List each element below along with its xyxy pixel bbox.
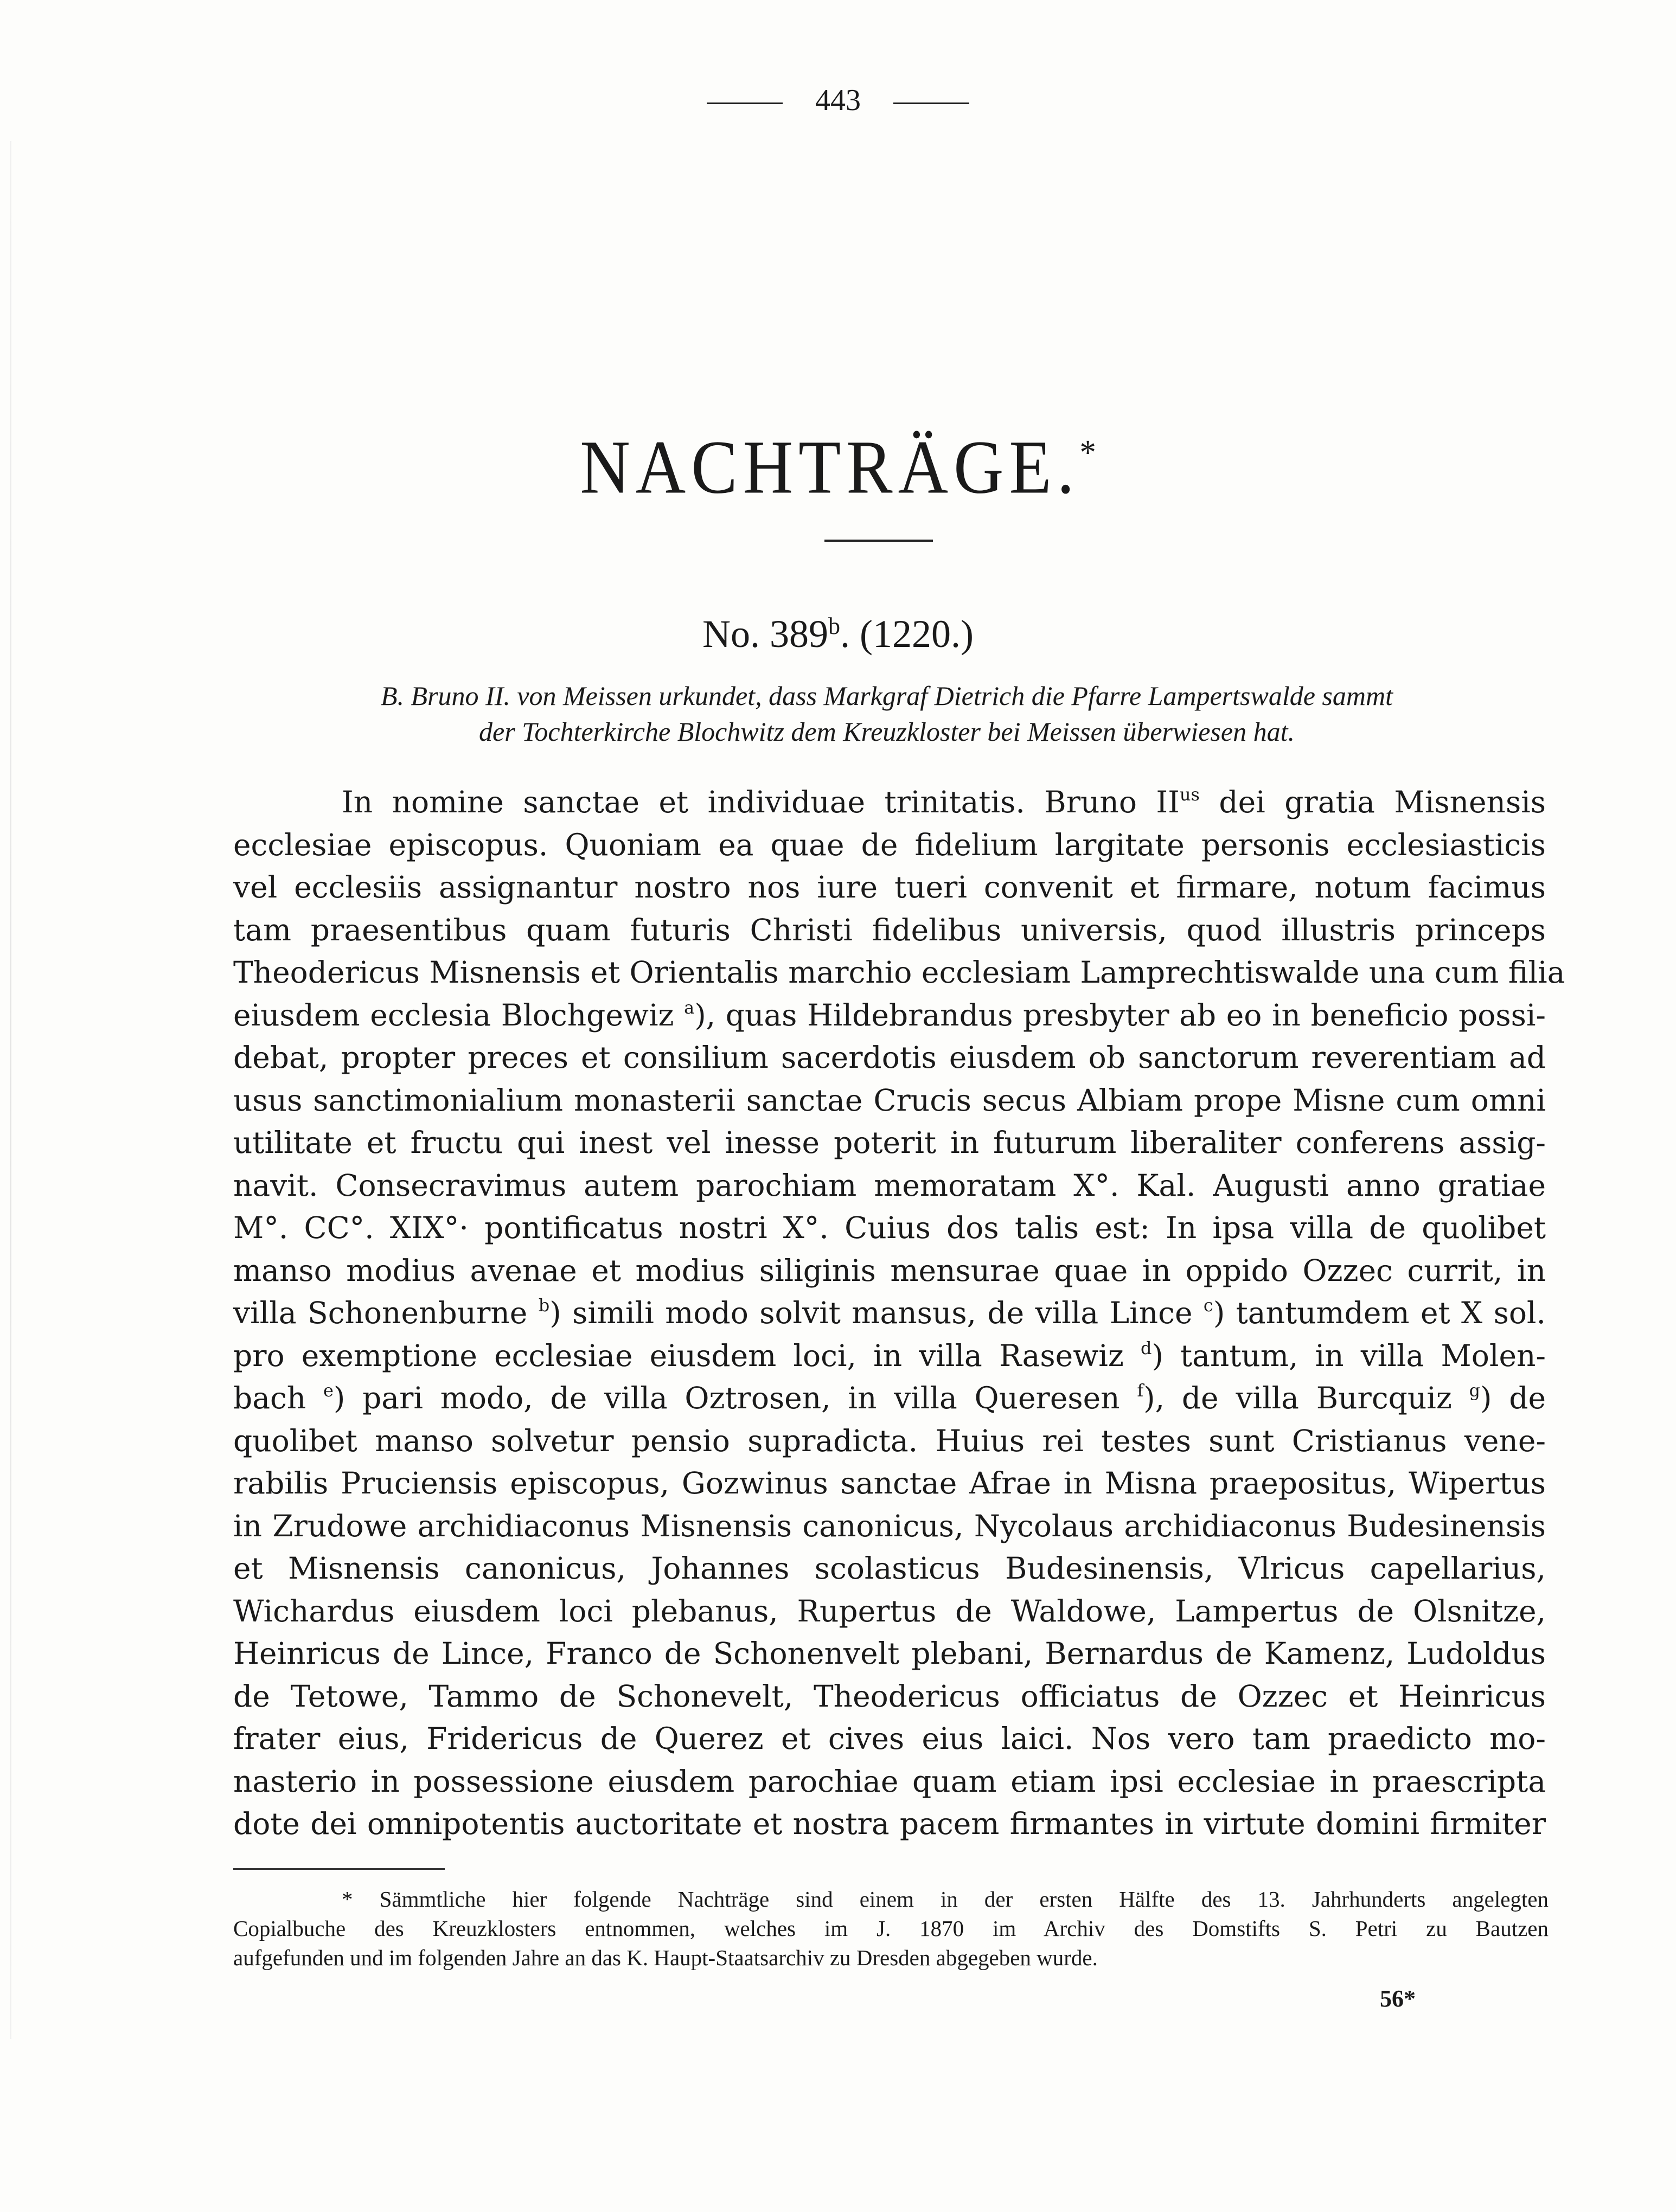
footnote-line: aufgefunden und im folgenden Jahre an das K. Haupt-Staatsarchiv zu Dresden abgegeben wurde.: [233, 1945, 1098, 1970]
header-dash-right: [893, 102, 969, 104]
body-line: ecclesiae episcopus. Quoniam ea quae de fidelium largitate personis ecclesiasticis: [233, 827, 1546, 862]
section-title: [0, 411, 1676, 509]
body-line: [233, 1292, 1546, 1335]
page-number: 443: [815, 84, 861, 117]
footnote-line: * Sämmtliche hier folgende Nachträge sind einem in der ersten Hälfte des 13. Jahrhunderts angelegten: [342, 1887, 1549, 1912]
body-line: manso modius avenae et modius siliginis mensurae quae in oppido Ozzec currit, in: [233, 1253, 1546, 1288]
body-text-span: villa Schonenburne: [233, 1296, 539, 1330]
body-text-span: ), de villa Burcquiz: [1143, 1381, 1469, 1415]
body-text-span: ) tantum, in villa Molen-: [1152, 1338, 1546, 1373]
regest-line: B. Bruno II. von Meissen urkundet, dass Markgraf Dietrich die Pfarre Lampertswalde sammt: [381, 681, 1393, 711]
body-line: et Misnensis canonicus, Johannes scolasticus Budesinensis, Vlricus capellarius,: [233, 1551, 1546, 1586]
body-text-span: ) de: [1480, 1381, 1546, 1415]
body-text-span: ), quas Hildebrandus presbyter ab eo in beneficio possi-: [694, 997, 1546, 1033]
body-line: Theodericus Misnensis et Orientalis marchio ecclesiam Lamprechtiswalde una cum filia: [233, 955, 1565, 990]
body-text-span: ) tantumdem et X sol.: [1213, 1296, 1546, 1330]
header-dash-left: [707, 102, 783, 104]
body-line: rabilis Pruciensis episcopus, Gozwinus sanctae Afrae in Misna praepositus, Wipertus: [233, 1466, 1546, 1501]
body-text-span: dei gratia Misnensis: [1199, 785, 1546, 819]
document-number-prefix: No. 389: [702, 612, 829, 656]
body-line: frater eius, Fridericus de Querez et cives eius laici. Nos vero tam praedicto mo-: [233, 1721, 1546, 1756]
footnote-line: Copialbuche des Kreuzklosters entnommen, welches im J. 1870 im Archiv des Domstifts S. Petri zu Bautzen: [233, 1916, 1549, 1941]
body-text-span: eiusdem ecclesia Blochgewiz: [233, 997, 685, 1033]
body-line: de Tetowe, Tammo de Schonevelt, Theodericus officiatus de Ozzec et Heinricus: [233, 1678, 1546, 1714]
body-line: tam praesentibus quam futuris Christi fidelibus universis, quod illustris princeps: [233, 912, 1546, 947]
document-date: . (1220.): [840, 612, 974, 656]
body-text-span: ) pari modo, de villa Oztrosen, in villa Queresen: [333, 1381, 1137, 1415]
body-line: debat, propter preces et consilium sacerdotis eiusdem ob sanctorum reverentiam ad: [233, 1040, 1546, 1075]
running-head: [0, 81, 1676, 119]
body-line: nasterio in possessione eiusdem parochiae quam etiam ipsi ecclesiae in praescripta: [233, 1764, 1546, 1799]
body-text-span: ) simili modo solvit mansus, de villa Lince: [549, 1296, 1204, 1330]
footnote-ref: f: [1137, 1380, 1144, 1401]
body-line: Wichardus eiusdem loci plebanus, Rupertus de Waldowe, Lampertus de Olsnitze,: [233, 1593, 1546, 1628]
body-line: vel ecclesiis assignantur nostro nos iure tueri convenit et firmare, notum facimus: [233, 870, 1546, 905]
body-line: [233, 1335, 1546, 1377]
footnote-ref: e: [323, 1380, 334, 1401]
body-line: [233, 781, 1546, 824]
body-line: in Zrudowe archidiaconus Misnensis canonicus, Nycolaus archidiaconus Budesinensis: [233, 1508, 1546, 1543]
body-text: [233, 781, 1565, 1845]
body-line: utilitate et fructu qui inest vel inesse poterit in futurum liberaliter conferens assig-: [233, 1125, 1546, 1160]
body-line: Heinricus de Lince, Franco de Schonenvelt plebani, Bernardus de Kamenz, Ludoldus: [233, 1636, 1546, 1671]
body-line: [233, 994, 1546, 1037]
footnote-ref: c: [1203, 1295, 1213, 1316]
document-number: [0, 602, 1676, 658]
body-line: M°. CC°. XIX°· pontificatus nostri X°. Cuius dos talis est: In ipsa villa de quolibet: [233, 1210, 1546, 1245]
signature-mark: 56*: [1380, 1985, 1416, 2012]
body-text-span: In nomine sanctae et individuae trinitatis. Bruno II: [342, 785, 1180, 819]
section-title-footnote-marker: *: [1079, 432, 1096, 472]
footnote-ref: d: [1140, 1337, 1152, 1358]
title-rule: [824, 540, 933, 542]
regest-line: der Tochterkirche Blochwitz dem Kreuzkloster bei Meissen überwiesen hat.: [479, 716, 1295, 747]
body-text-span: bach: [233, 1381, 323, 1415]
body-line: dote dei omnipotentis auctoritate et nostra pacem firmantes in virtute domini firmiter: [233, 1806, 1546, 1841]
body-line: quolibet manso solvetur pensio supradicta. Huius rei testes sunt Cristianus vene-: [233, 1423, 1546, 1458]
body-line: [233, 1377, 1546, 1420]
regest: [233, 678, 1540, 749]
body-line: usus sanctimonialium monasterii sanctae Crucis secus Albiam prope Misne cum omni: [233, 1082, 1546, 1118]
footnote-ref: b: [538, 1295, 550, 1316]
body-text-span: pro exemptione ecclesiae eiusdem loci, in villa Rasewiz: [233, 1338, 1141, 1373]
footnote-ref: a: [684, 997, 695, 1018]
superscript: us: [1179, 784, 1200, 805]
body-line: navit. Consecravimus autem parochiam memoratam X°. Kal. Augusti anno gratiae: [233, 1168, 1546, 1203]
section-title-text: NACHTRÄGE.: [580, 425, 1080, 510]
footnote: [233, 1884, 1549, 1972]
footnote-ref: g: [1469, 1380, 1481, 1401]
document-number-suffix: b: [828, 613, 841, 639]
footnote-separator: [233, 1868, 445, 1870]
